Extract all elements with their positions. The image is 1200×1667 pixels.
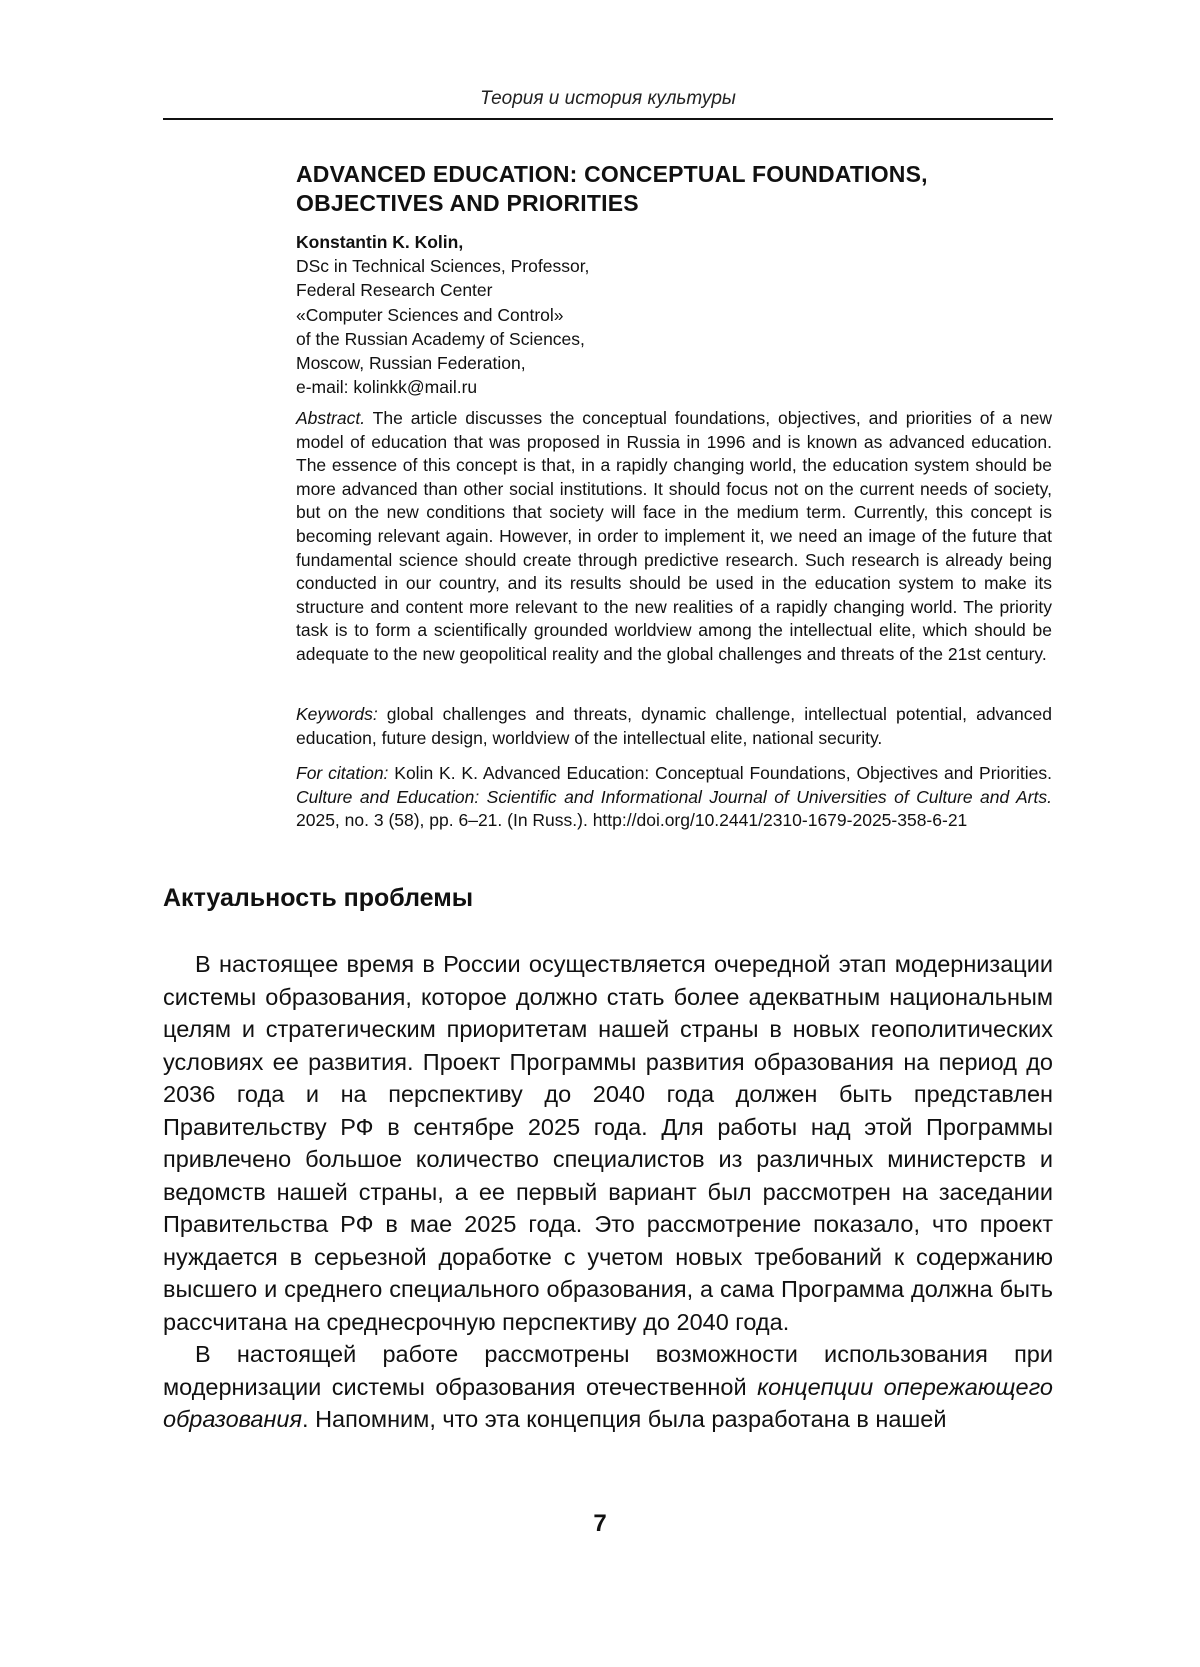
citation-label: For citation: — [296, 763, 389, 783]
author-name: Konstantin K. Kolin, — [296, 232, 464, 252]
abstract-text: The article discusses the conceptual foundations, objectives, and priorities of a new model of education that was proposed in Russia in 1996 and is known as advanced education. The essence of this concept is that, in a rapidly changing world, the education system should be more advanced than other social institutions. It should focus not on the current needs of society, but on the new conditions that society will face in the medium term. Currently, this concept is becoming relevant again. However, in order to implement it, we need an image of the future that fundamental science should create through predictive research. Such research is already being conducted in our country, and its results should be used in the education system to make its structure and content more relevant to the new realities of a rapidly changing world. The priority task is to form a scientifically grounded worldview among the intellectual elite, which should be adequate to the new geopolitical reality and the global challenges and threats of the 21st century. — [296, 408, 1052, 664]
page-number: 7 — [593, 1510, 607, 1537]
author-degree: DSc in Technical Sciences, Professor, — [296, 256, 590, 277]
header-rule — [163, 118, 1053, 120]
paragraph-2-after: . Напомним, что эта концепция была разработана в нашей — [302, 1406, 947, 1432]
article-title: ADVANCED EDUCATION: CONCEPTUAL FOUNDATIONS, OBJECTIVES AND PRIORITIES — [296, 161, 928, 216]
author-org-line3: of the Russian Academy of Sciences, — [296, 328, 585, 349]
paragraph-1: В настоящее время в России осуществляется очередной этап модернизации системы образования, которое должно стать более адекватным национальным целям и стратегическим приоритетам нашей страны в новых геополитических условиях ее развития. Проект Программы развития образования на период до 2036 года и на перспективу до 2040 года должен быть представлен Правительству РФ в сентябре 2025 года. Для работы над этой Программы привлечено большое количество специалистов из различных министерств и ведомств нашей страны, а ее первый вариант был рассмотрен на заседании Правительства РФ в мае 2025 года. Это рассмотрение показало, что проект нуждается в серьезной доработке с учетом новых требований к содержанию высшего и среднего специального образования, а сама Программа должна быть рассчитана на среднесрочную перспективу до 2040 года. — [163, 951, 1053, 1335]
keywords-text: global challenges and threats, dynamic challenge, intellectual potential, advanced education, future design, worldview of the intellectual elite, national security. — [296, 704, 1052, 748]
keywords-label: Keywords: — [296, 704, 378, 724]
author-location: Moscow, Russian Federation, — [296, 353, 526, 374]
paragraph-2-italic: концепции опережающего образования — [163, 1373, 1053, 1432]
citation-text-before: Kolin K. K. Advanced Education: Conceptual Foundations, Objectives and Priorities. — [388, 763, 1052, 783]
body-text — [163, 948, 1053, 1436]
abstract — [296, 407, 1052, 667]
running-head: Теория и история культуры — [480, 88, 736, 109]
section-heading: Актуальность проблемы — [163, 884, 474, 912]
keywords — [296, 703, 1052, 750]
abstract-label: Abstract. — [296, 408, 366, 428]
paragraph-2-before: В настоящей работе рассмотрены возможности использования при модернизации системы образования отечественной — [163, 1341, 1053, 1400]
author-org-line2: «Computer Sciences and Control» — [296, 304, 564, 325]
author-block — [296, 230, 1052, 399]
author-email: e-mail: kolinkk@mail.ru — [296, 377, 478, 398]
citation-text-after: 2025, no. 3 (58), pp. 6–21. (In Russ.). http://doi.org/10.2441/2310-1679-2025-358-6-21 — [296, 810, 968, 831]
paragraph-2 — [163, 1338, 1053, 1436]
citation — [296, 762, 1052, 833]
citation-journal: Culture and Education: Scientific and Informational Journal of Universities of Culture and Arts. — [296, 786, 1052, 807]
author-org-line1: Federal Research Center — [296, 280, 493, 301]
